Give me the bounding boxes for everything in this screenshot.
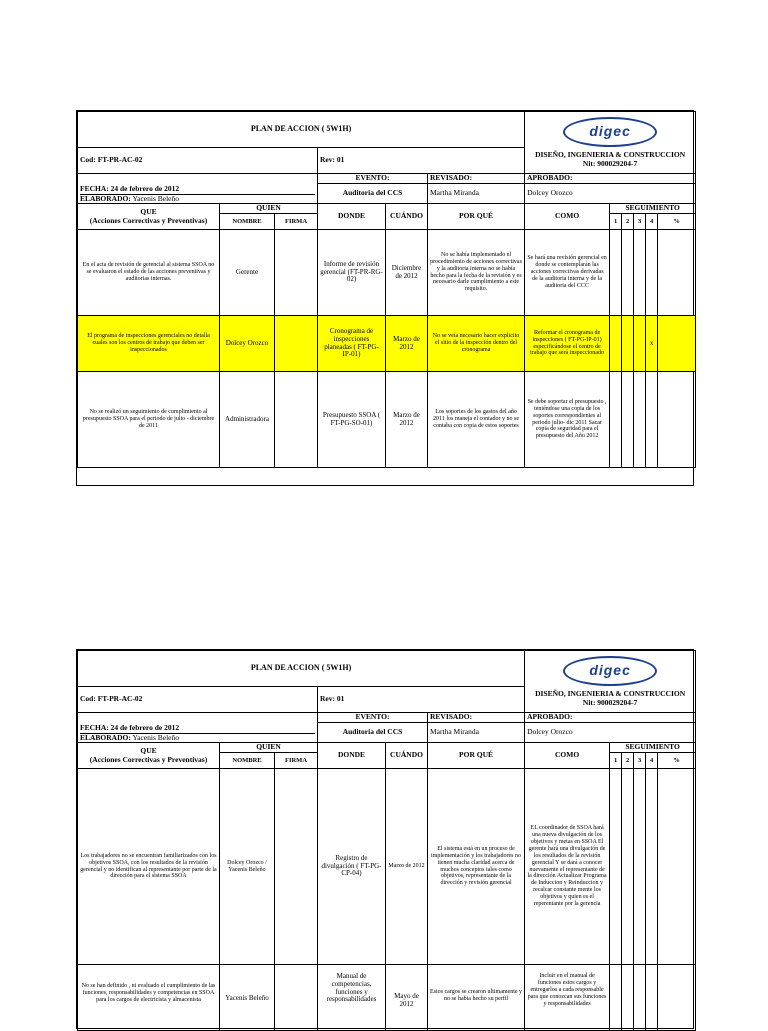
doc-code: Cod: FT-PR-AC-02 bbox=[78, 148, 318, 174]
evento-label: EVENTO: bbox=[318, 713, 428, 723]
col-que-label: QUE bbox=[140, 746, 157, 756]
row-donde: Cronograma de inspecciones planeadas ( FT-PG-IP-01) bbox=[318, 316, 386, 372]
row-nombre: Gerente bbox=[220, 230, 275, 316]
col-seg-1: 1 bbox=[610, 214, 622, 230]
col-seg-4: 4 bbox=[646, 214, 658, 230]
aprobado-label: APROBADO: bbox=[525, 174, 696, 184]
row-seg-4 bbox=[646, 965, 658, 1031]
revisado-value: Martha Miranda bbox=[428, 723, 525, 743]
table-row bbox=[78, 316, 696, 372]
row-como: Se debe soportar el presupuesto , teniéndose una copia de los soportes correspondientes al periodo julio- dic 2011 Sacar copia de seguridad para el presupuesto del Año 2012 bbox=[525, 372, 610, 468]
col-firma: FIRMA bbox=[275, 753, 318, 769]
aprobado-label: APROBADO: bbox=[525, 713, 696, 723]
row-firma bbox=[275, 316, 318, 372]
row-seg-2 bbox=[622, 965, 634, 1031]
company-block bbox=[525, 651, 696, 713]
row-como: Se hará una revisión gerencial en donde se contemplarán las acciones correctivas derivadas de la auditoria interna y de la auditoria del CCC bbox=[525, 230, 610, 316]
elaborado-label: ELABORADO: bbox=[80, 193, 131, 203]
doc-rev: Rev: 01 bbox=[318, 148, 525, 174]
row-seg-3 bbox=[634, 372, 646, 468]
row-que: En el acta de revisión de gerencial al sistema SSOA no se evaluaron el estado de las acciones preventivas y auditorias internas. bbox=[78, 230, 220, 316]
table-row bbox=[78, 372, 696, 468]
col-porque: POR QUÉ bbox=[428, 743, 525, 769]
aprobado-value: Dolcey Orozco bbox=[525, 184, 696, 204]
row-que: El programa de inspecciones gerenciales no detalla cuales son los centros de trabajo que deben ser inspeccionados bbox=[78, 316, 220, 372]
company-nit: Nit: 900029204-7 bbox=[582, 158, 638, 168]
row-firma bbox=[275, 965, 318, 1031]
row-seg-pct bbox=[658, 965, 696, 1031]
col-quien: QUIEN bbox=[220, 204, 318, 214]
col-seg-4: 4 bbox=[646, 753, 658, 769]
action-plan-sheet-1 bbox=[76, 110, 694, 486]
col-cuando: CUÁNDO bbox=[386, 204, 428, 230]
row-firma bbox=[275, 769, 318, 965]
row-donde: Registro de divulgación ( FT-PG-CP-04) bbox=[318, 769, 386, 965]
row-seg-pct bbox=[658, 372, 696, 468]
date-elaborado-cell bbox=[78, 174, 318, 204]
evento-label: EVENTO: bbox=[318, 174, 428, 184]
col-seg-pct: % bbox=[658, 214, 696, 230]
elaborado-name: Yacenis Beleño bbox=[132, 732, 179, 742]
row-firma bbox=[275, 230, 318, 316]
col-nombre: NOMBRE bbox=[220, 753, 275, 769]
row-seg-4 bbox=[646, 230, 658, 316]
row-donde: Presupuesto SSOA ( FT-PG-SO-01) bbox=[318, 372, 386, 468]
row-como: Incluir en el manual de funciones estos cargos y entregarlos a cada responsable para que conozcan sus funciones y responsabilidades bbox=[525, 965, 610, 1031]
revisado-label: REVISADO: bbox=[428, 713, 525, 723]
row-seg-4: x bbox=[646, 316, 658, 372]
row-seg-3 bbox=[634, 316, 646, 372]
row-seg-4 bbox=[646, 372, 658, 468]
row-que: No se han definido , ni evaluado el cumplimiento de las funciones, responsabilidades y competencias en SSOA para los cargos de electricista y almacenista bbox=[78, 965, 220, 1031]
row-seg-2 bbox=[622, 316, 634, 372]
col-como: COMO bbox=[525, 743, 610, 769]
col-seg-2: 2 bbox=[622, 753, 634, 769]
col-seguimiento: SEGUIMIENTO bbox=[610, 743, 696, 753]
row-cuando: Marzo de 2012 bbox=[386, 769, 428, 965]
col-seg-2: 2 bbox=[622, 214, 634, 230]
revisado-value: Martha Miranda bbox=[428, 184, 525, 204]
col-que bbox=[78, 743, 220, 769]
plan-title: PLAN DE ACCION ( 5W1H) bbox=[78, 112, 525, 148]
col-que-label: QUE bbox=[140, 207, 157, 217]
col-como: COMO bbox=[525, 204, 610, 230]
company-name: DISEÑO, INGENIERIA & CONSTRUCCION bbox=[535, 689, 686, 699]
elaborado-label: ELABORADO: bbox=[80, 732, 131, 742]
row-seg-1 bbox=[610, 372, 622, 468]
revisado-label: REVISADO: bbox=[428, 174, 525, 184]
row-seg-3 bbox=[634, 769, 646, 965]
digec-logo: digec bbox=[563, 117, 657, 147]
row-porque: No se había implementado el procedimiento de acciones correctivas y la auditoria interna no se había hecho para la fecha de la revisión y es necesario darle cumplimiento a este requisito. bbox=[428, 230, 525, 316]
col-cuando: CUÁNDO bbox=[386, 743, 428, 769]
row-porque: Los soportes de los gastos del año 2011 los maneja el contador y no se contaba con copia de estos soportes bbox=[428, 372, 525, 468]
action-plan-sheet-2 bbox=[76, 649, 694, 1029]
doc-code: Cod: FT-PR-AC-02 bbox=[78, 687, 318, 713]
row-que: No se realizó un seguimiento de cumplimiento al presupuesto SSOA para el periodo de julio - diciembre de 2011 bbox=[78, 372, 220, 468]
row-seg-1 bbox=[610, 965, 622, 1031]
row-cuando: Marzo de 2012 bbox=[386, 372, 428, 468]
row-cuando: Marzo de 2012 bbox=[386, 316, 428, 372]
row-seg-2 bbox=[622, 230, 634, 316]
action-plan-table-2 bbox=[77, 650, 696, 1031]
row-seg-2 bbox=[622, 372, 634, 468]
evento-value: Auditoria del CCS bbox=[318, 723, 428, 743]
col-que-sub: (Acciones Correctivas y Preventivas) bbox=[89, 215, 208, 225]
doc-date: FECHA: 24 de febrero de 2012 bbox=[80, 724, 315, 733]
row-seg-3 bbox=[634, 965, 646, 1031]
col-seg-1: 1 bbox=[610, 753, 622, 769]
row-seg-1 bbox=[610, 316, 622, 372]
company-name: DISEÑO, INGENIERIA & CONSTRUCCION bbox=[535, 150, 686, 160]
col-porque: POR QUÉ bbox=[428, 204, 525, 230]
row-que: Los trabajadores no se encuentran familiarizados con los objetivos SSOA, con los resultados de la revisión gerencial y no identifican al representante por parte de la dirección para el sistema SSOA bbox=[78, 769, 220, 965]
row-seg-1 bbox=[610, 230, 622, 316]
plan-title: PLAN DE ACCION ( 5W1H) bbox=[78, 651, 525, 687]
row-como: Reformar el cronograma de inspecciones ( FT-PG-IP-01) especificándose el centro de trabajo que será inspeccionado bbox=[525, 316, 610, 372]
row-como: EL coordinador de SSOA hará una nueva divulgación de los objetivos y metas en SSOA El gerente hará una divulgación de los resultados de la revisión gerencial Y se dará a conocer nuevamente el representante de la dirección Actualizar Programa de Induccion y Reinduccion y recalcar constante mente los objetivos y quien es el reperentante por la gerencia bbox=[525, 769, 610, 965]
doc-rev: Rev: 01 bbox=[318, 687, 525, 713]
row-seg-pct bbox=[658, 769, 696, 965]
col-seguimiento: SEGUIMIENTO bbox=[610, 204, 696, 214]
col-seg-pct: % bbox=[658, 753, 696, 769]
company-block bbox=[525, 112, 696, 174]
row-cuando: Diciembre de 2012 bbox=[386, 230, 428, 316]
col-firma: FIRMA bbox=[275, 214, 318, 230]
company-nit: Nit: 900029204-7 bbox=[582, 697, 638, 707]
row-porque: No se veía necesario hacer explicito el sitio de la inspección dentro del cronograma bbox=[428, 316, 525, 372]
col-que bbox=[78, 204, 220, 230]
col-que-sub: (Acciones Correctivas y Preventivas) bbox=[89, 754, 208, 764]
row-seg-2 bbox=[622, 769, 634, 965]
row-seg-4 bbox=[646, 769, 658, 965]
row-donde: Manual de competencias, funciones y responsabilidades bbox=[318, 965, 386, 1031]
col-quien: QUIEN bbox=[220, 743, 318, 753]
row-nombre: Dolcey Orozco / Yacenis Beleño bbox=[220, 769, 275, 965]
col-seg-3: 3 bbox=[634, 214, 646, 230]
row-seg-3 bbox=[634, 230, 646, 316]
col-seg-3: 3 bbox=[634, 753, 646, 769]
row-porque: Estos cargos se crearon ultimamente y no se habia hecho su perfil bbox=[428, 965, 525, 1031]
date-elaborado-cell bbox=[78, 713, 318, 743]
table-row bbox=[78, 965, 696, 1031]
row-seg-1 bbox=[610, 769, 622, 965]
evento-value: Auditoria del CCS bbox=[318, 184, 428, 204]
row-cuando: Mayo de 2012 bbox=[386, 965, 428, 1031]
row-seg-pct bbox=[658, 230, 696, 316]
col-donde: DONDE bbox=[318, 743, 386, 769]
action-plan-table-1 bbox=[77, 111, 696, 468]
table-row bbox=[78, 230, 696, 316]
row-nombre: Dolcey Orozco bbox=[220, 316, 275, 372]
row-seg-pct bbox=[658, 316, 696, 372]
aprobado-value: Dolcey Orozco bbox=[525, 723, 696, 743]
row-porque: El sistema está en un proceso de implementación y los trabajadores no tienen mucha claridad acerca de muchos conceptos tales como objetivos, representante de la dirección y revisión gerencial bbox=[428, 769, 525, 965]
row-nombre: Administradora bbox=[220, 372, 275, 468]
row-donde: Informe de revisión gerencial (FT-PR-RG-02) bbox=[318, 230, 386, 316]
col-donde: DONDE bbox=[318, 204, 386, 230]
elaborado-name: Yacenis Beleño bbox=[132, 193, 179, 203]
row-nombre: Yacenis Beleño bbox=[220, 965, 275, 1031]
digec-logo: digec bbox=[563, 656, 657, 686]
doc-date: FECHA: 24 de febrero de 2012 bbox=[80, 185, 315, 194]
table-row bbox=[78, 769, 696, 965]
col-nombre: NOMBRE bbox=[220, 214, 275, 230]
row-firma bbox=[275, 372, 318, 468]
